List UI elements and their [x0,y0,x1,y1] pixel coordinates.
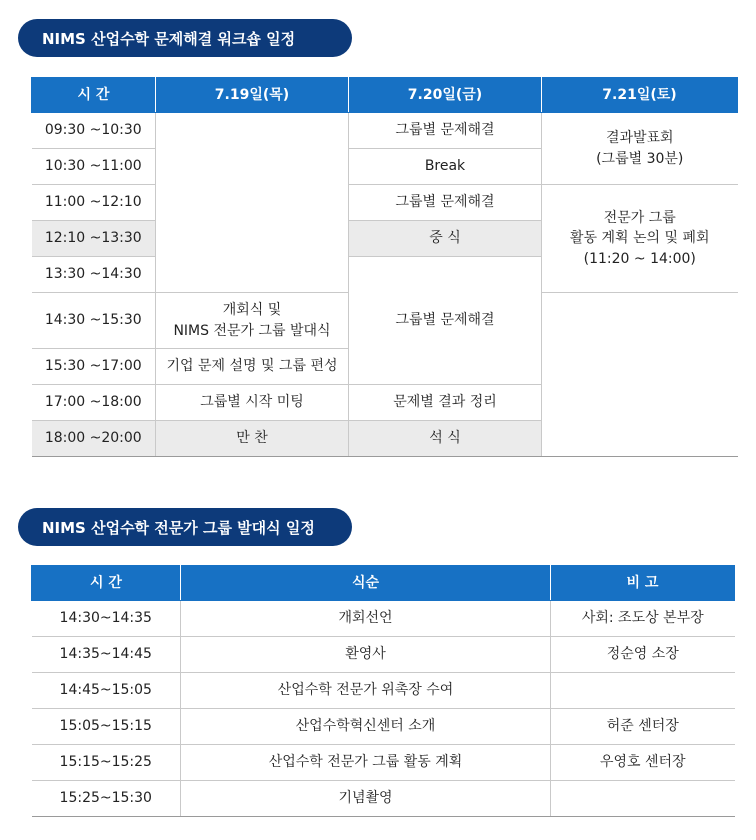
day2-lunch: 중 식 [349,221,542,257]
day2-dinner: 석 식 [349,421,542,457]
workshop-schedule-table [31,77,738,457]
time-cell: 11:00 ~12:10 [32,185,156,221]
day3-presentation: 결과발표회 (그룹별 30분) [542,113,738,185]
ceremony-item-cell: 산업수학 전문가 위촉장 수여 [181,673,551,709]
header-time: 시 간 [32,78,156,113]
header-day2: 7.20일(금) [349,78,542,113]
day2-solve3: 그룹별 문제해결 [349,257,542,385]
ceremony-schedule-table [31,565,735,817]
day2-solve2: 그룹별 문제해결 [349,185,542,221]
day3-discussion: 전문가 그룹 활동 계획 논의 및 폐회 (11:20 ~ 14:00) [542,185,738,293]
ceremony-time-cell: 14:30~14:35 [32,601,181,637]
ceremony-time-cell: 14:35~14:45 [32,637,181,673]
day3-empty-cell [542,293,738,457]
table-row [32,113,738,149]
time-cell: 14:30 ~15:30 [32,293,156,349]
header-program: 식순 [181,566,551,601]
ceremony-schedule-title: NIMS 산업수학 전문가 그룹 발대식 일정 [18,508,352,546]
day1-company: 기업 문제 설명 및 그룹 편성 [156,349,349,385]
ceremony-note-cell: 허준 센터장 [551,709,735,745]
ceremony-note-cell [551,781,735,817]
ceremony-time-cell: 15:05~15:15 [32,709,181,745]
ceremony-note-cell [551,673,735,709]
table-row [32,601,735,637]
time-cell: 12:10 ~13:30 [32,221,156,257]
ceremony-note-cell: 정순영 소장 [551,637,735,673]
day1-opening: 개회식 및 NIMS 전문가 그룹 발대식 [156,293,349,349]
table-row [32,709,735,745]
ceremony-time-cell: 15:15~15:25 [32,745,181,781]
header-note: 비 고 [551,566,735,601]
ceremony-item-cell: 기념촬영 [181,781,551,817]
time-cell: 10:30 ~11:00 [32,149,156,185]
ceremony-item-cell: 산업수학 전문가 그룹 활동 계획 [181,745,551,781]
day1-empty-cell [156,113,349,293]
ceremony-item-cell: 환영사 [181,637,551,673]
time-cell: 09:30 ~10:30 [32,113,156,149]
table-row [32,673,735,709]
ceremony-note-cell: 우영호 센터장 [551,745,735,781]
table-row [32,781,735,817]
day1-dinner: 만 찬 [156,421,349,457]
time-cell: 18:00 ~20:00 [32,421,156,457]
ceremony-item-cell: 산업수학혁신센터 소개 [181,709,551,745]
day2-solve1: 그룹별 문제해결 [349,113,542,149]
header-day1: 7.19일(목) [156,78,349,113]
ceremony-time-cell: 15:25~15:30 [32,781,181,817]
header-day3: 7.21일(토) [542,78,738,113]
time-cell: 17:00 ~18:00 [32,385,156,421]
ceremony-time-cell: 14:45~15:05 [32,673,181,709]
day2-summary: 문제별 결과 정리 [349,385,542,421]
day2-break: Break [349,149,542,185]
header-time: 시 간 [32,566,181,601]
table-header-row [32,566,735,601]
ceremony-item-cell: 개회선언 [181,601,551,637]
table-header-row [32,78,738,113]
ceremony-note-cell: 사회: 조도상 본부장 [551,601,735,637]
table-row [32,637,735,673]
time-cell: 13:30 ~14:30 [32,257,156,293]
day1-meeting: 그룹별 시작 미팅 [156,385,349,421]
workshop-schedule-title: NIMS 산업수학 문제해결 워크숍 일정 [18,19,352,57]
table-row [32,185,738,221]
table-row [32,745,735,781]
time-cell: 15:30 ~17:00 [32,349,156,385]
